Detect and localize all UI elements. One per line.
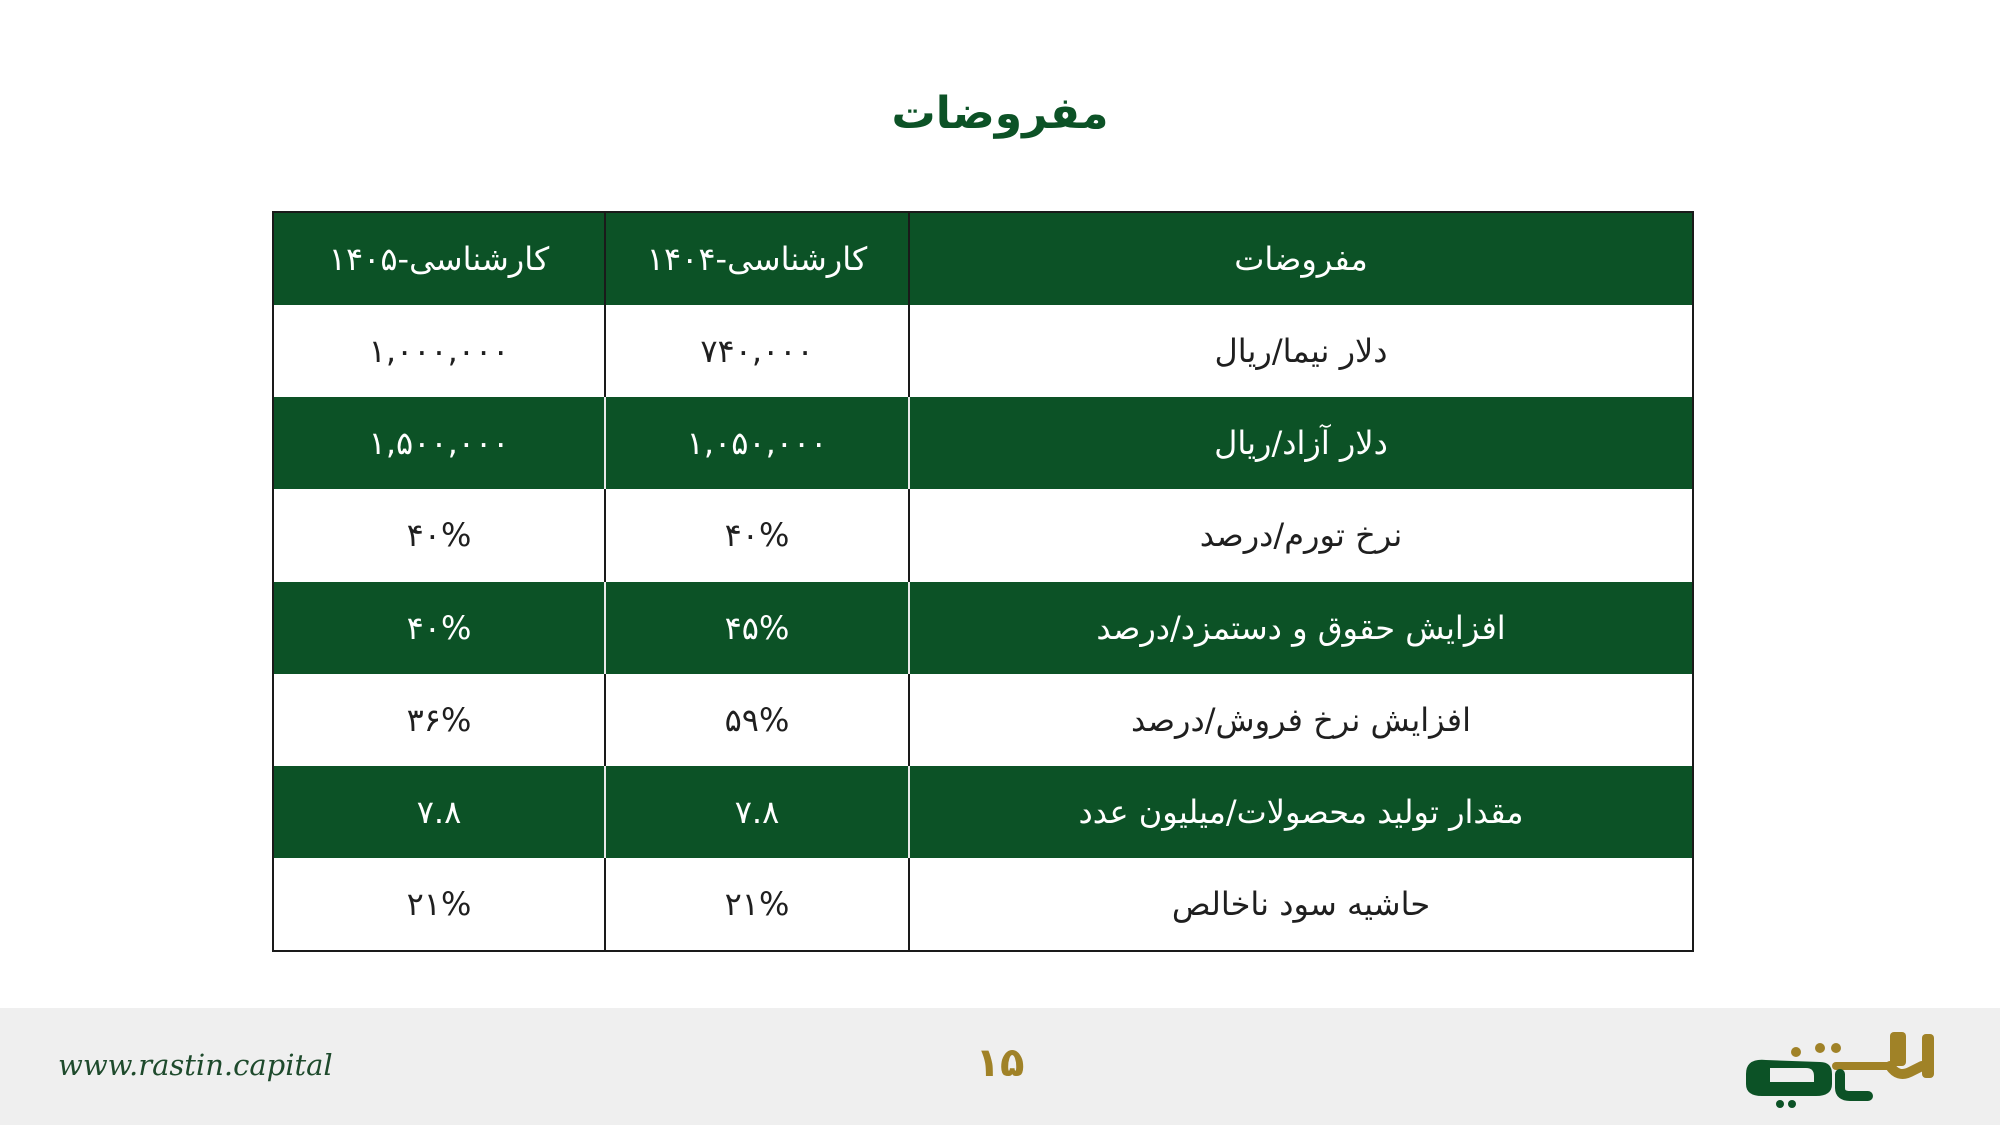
- footer-bar: [0, 1008, 2000, 1125]
- table-row: [274, 397, 1692, 489]
- value-1404: ۲۱%: [724, 884, 790, 923]
- value-1405: ۱,۰۰۰,۰۰۰: [368, 332, 510, 371]
- table-header-row: [274, 213, 1692, 305]
- value-1404: ۷۴۰,۰۰۰: [700, 332, 814, 371]
- value-1405: ۲۱%: [406, 884, 472, 923]
- row-label: نرخ تورم/درصد: [1199, 516, 1403, 555]
- header-1404: ۱۴۰۴-کارشناسی: [604, 213, 910, 305]
- rastin-logo-icon: [1740, 1026, 1956, 1110]
- table-row: [274, 489, 1692, 581]
- table-row: [274, 766, 1692, 858]
- table-row: [274, 305, 1692, 397]
- table-row: [274, 582, 1692, 674]
- row-label: حاشیه سود ناخالص: [1171, 884, 1431, 923]
- row-label: دلار آزاد/ریال: [1214, 424, 1388, 463]
- value-1404: ۴۰%: [724, 516, 790, 555]
- page-number: ۱۵: [975, 1040, 1025, 1086]
- value-1405: ۷.۸: [416, 792, 462, 831]
- value-1405: ۱,۵۰۰,۰۰۰: [368, 424, 510, 463]
- header-1405: ۱۴۰۵-کارشناسی: [328, 240, 550, 279]
- value-1405: ۳۶%: [406, 700, 472, 739]
- value-1405: ۴۰%: [406, 516, 472, 555]
- header-assumptions: مفروضات: [1234, 240, 1368, 279]
- table-row: [274, 674, 1692, 766]
- value-1404: ۵۹%: [724, 700, 790, 739]
- value-1404: ۷.۸: [734, 792, 780, 831]
- assumptions-table: [272, 211, 1694, 952]
- value-1404: ۴۵%: [724, 608, 790, 647]
- row-label: مقدار تولید محصولات/میلیون عدد: [1078, 792, 1524, 831]
- row-label: افزایش نرخ فروش/درصد: [1131, 700, 1471, 739]
- table-row: [274, 858, 1692, 950]
- row-label: دلار نیما/ریال: [1214, 332, 1388, 371]
- page-title: مفروضات: [891, 88, 1109, 139]
- website-link[interactable]: www.rastin.capital: [58, 1048, 333, 1082]
- value-1405: ۴۰%: [406, 608, 472, 647]
- value-1404: ۱,۰۵۰,۰۰۰: [686, 424, 828, 463]
- row-label: افزایش حقوق و دستمزد/درصد: [1096, 608, 1506, 647]
